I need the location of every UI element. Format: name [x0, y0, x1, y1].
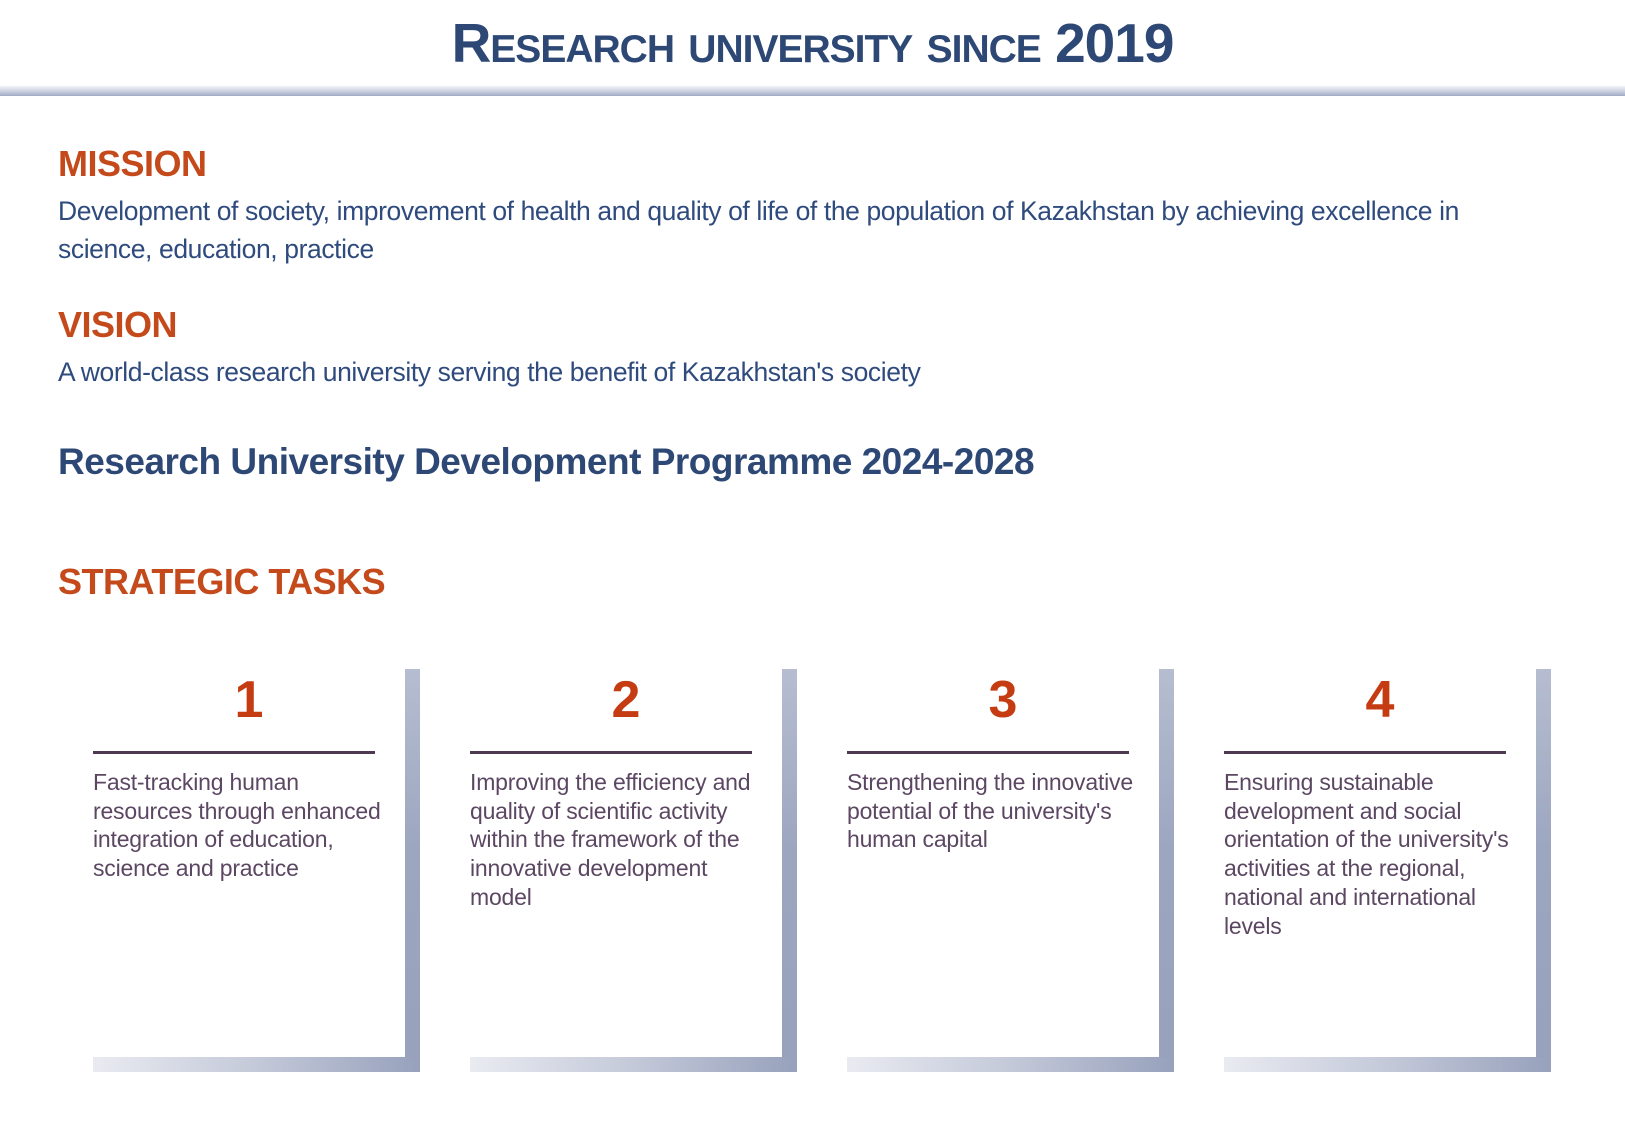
card-shadow-right: [1159, 669, 1174, 1072]
card-shadow-bottom: [93, 1057, 420, 1072]
task-divider: [1224, 751, 1506, 754]
task-text: Improving the efficiency and quality of scientific activity within the framework of the innovative development model: [470, 768, 751, 910]
slide-header: [0, 0, 1625, 86]
task-card-4: [1224, 646, 1551, 1057]
strategic-tasks-list: [93, 646, 1565, 1057]
card-shadow-bottom: [1224, 1057, 1551, 1072]
task-number: 3: [988, 670, 1018, 729]
task-card-1: [93, 646, 420, 1057]
task-text: Fast-tracking human resources through enhanced integration of education, science and practice: [93, 768, 381, 882]
task-number: 2: [611, 670, 641, 729]
task-divider: [93, 751, 375, 754]
strategic-tasks-heading: STRATEGIC TASKS: [58, 561, 386, 603]
task-number: 1: [234, 670, 264, 729]
header-divider: [0, 86, 1625, 96]
programme-heading: Research University Development Programme 2024-2028: [58, 441, 1035, 483]
mission-heading: MISSION: [58, 143, 207, 184]
task-text: Strengthening the innovative potential of the university's human capital: [847, 768, 1133, 853]
task-text: Ensuring sustainable development and social orientation of the university's activities at the regional, national and international levels: [1224, 768, 1509, 939]
task-number: 4: [1365, 670, 1395, 729]
card-shadow-bottom: [847, 1057, 1174, 1072]
card-shadow-right: [1536, 669, 1551, 1072]
card-shadow-right: [782, 669, 797, 1072]
mission-text: Development of society, improvement of health and quality of life of the population of Kazakhstan by achieving excellence in science, education, practice: [58, 196, 1459, 265]
vision-heading: VISION: [58, 303, 178, 345]
card-shadow-bottom: [470, 1057, 797, 1072]
slide-content: [0, 142, 1625, 1057]
page-title: Research university since 2019: [451, 12, 1174, 74]
task-divider: [470, 751, 752, 754]
task-card-3: [847, 646, 1174, 1057]
task-card-2: [470, 646, 797, 1057]
vision-text: A world-class research university serving the benefit of Kazakhstan's society: [58, 357, 921, 388]
card-shadow-right: [405, 669, 420, 1072]
task-divider: [847, 751, 1129, 754]
